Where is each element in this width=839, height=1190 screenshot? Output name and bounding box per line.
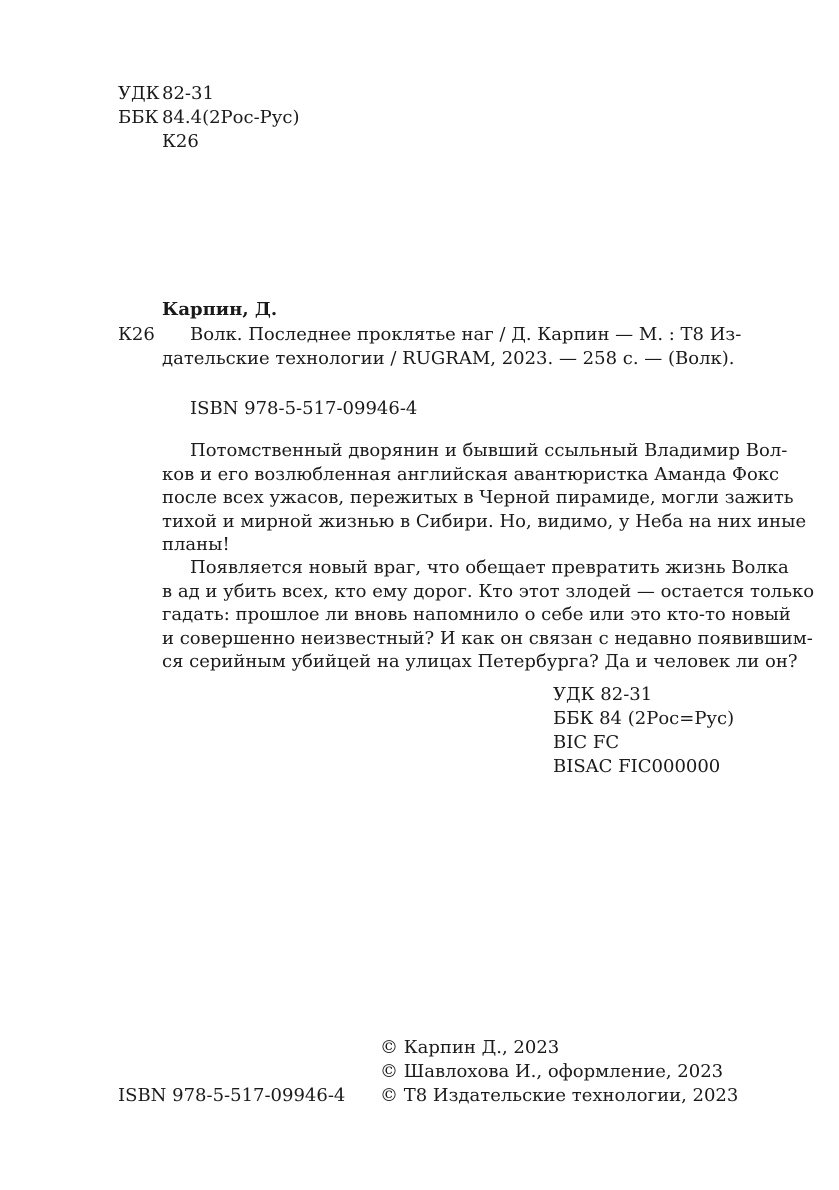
annotation-p2-line: и совершенно неизвестный? И как он связан с недавно появившим- <box>162 627 813 649</box>
udk-value: 82-31 <box>162 83 214 104</box>
annotation-paragraph-1 <box>162 439 807 557</box>
subject-code-bbk: ББК 84 (2Рос=Рус) <box>553 708 735 729</box>
catalog-mark: К26 <box>118 324 155 345</box>
udk-label: УДК <box>118 83 160 104</box>
copyright-author: © Карпин Д., 2023 <box>380 1037 560 1058</box>
annotation-p1-line: ков и его возлюбленная английская авантюристка Аманда Фокс <box>162 463 780 485</box>
catalog-author: Карпин, Д. <box>162 299 278 320</box>
catalog-isbn: ISBN 978-5-517-09946-4 <box>190 398 418 419</box>
annotation-p2-line: гадать: прошлое ли вновь напомнило о себе или это кто-то новый <box>162 604 791 625</box>
annotation-p1-line: тихой и мирной жизнью в Сибири. Но, видимо, у Неба на них иные <box>162 510 807 532</box>
annotation-p2-line: в ад и убить всех, кто ему дорог. Кто этот злодей — остается только <box>162 580 815 602</box>
copyright-block <box>380 1036 738 1108</box>
annotation-p1-line: после всех ужасов, пережитых в Черной пирамиде, могли зажить <box>162 487 794 508</box>
copyright-design: © Шавлохова И., оформление, 2023 <box>380 1061 724 1082</box>
catalog-description-line-2: дательские технологии / RUGRAM, 2023. — 258 с. — (Волк). <box>162 348 735 369</box>
annotation-p1-line: планы! <box>162 534 230 555</box>
subject-code-udk: УДК 82-31 <box>553 684 653 705</box>
catalog-description-line-1: Волк. Последнее проклятье наг / Д. Карпин — М. : Т8 Из- <box>190 324 742 345</box>
copyright-publisher: © Т8 Издательские технологии, 2023 <box>380 1085 739 1106</box>
annotation-p2-line: Появляется новый враг, что обещает превратить жизнь Волка <box>190 557 789 578</box>
annotation-p1-line: Потомственный дворянин и бывший ссыльный Владимир Вол- <box>190 440 788 461</box>
footer-isbn: ISBN 978-5-517-09946-4 <box>118 1085 346 1106</box>
subject-codes <box>553 683 734 779</box>
bbk-value: 84.4(2Рос-Рус) <box>162 107 300 128</box>
subject-code-bisac: BISAC FIC000000 <box>553 756 721 777</box>
annotation-paragraph-2 <box>162 556 815 674</box>
bbk-label: ББК <box>118 107 159 128</box>
annotation-p2-line: ся серийным убийцей на улицах Петербурга? Да и человек ли он? <box>162 651 798 672</box>
author-mark: К26 <box>162 131 199 152</box>
subject-code-bic: BIC FC <box>553 732 620 753</box>
